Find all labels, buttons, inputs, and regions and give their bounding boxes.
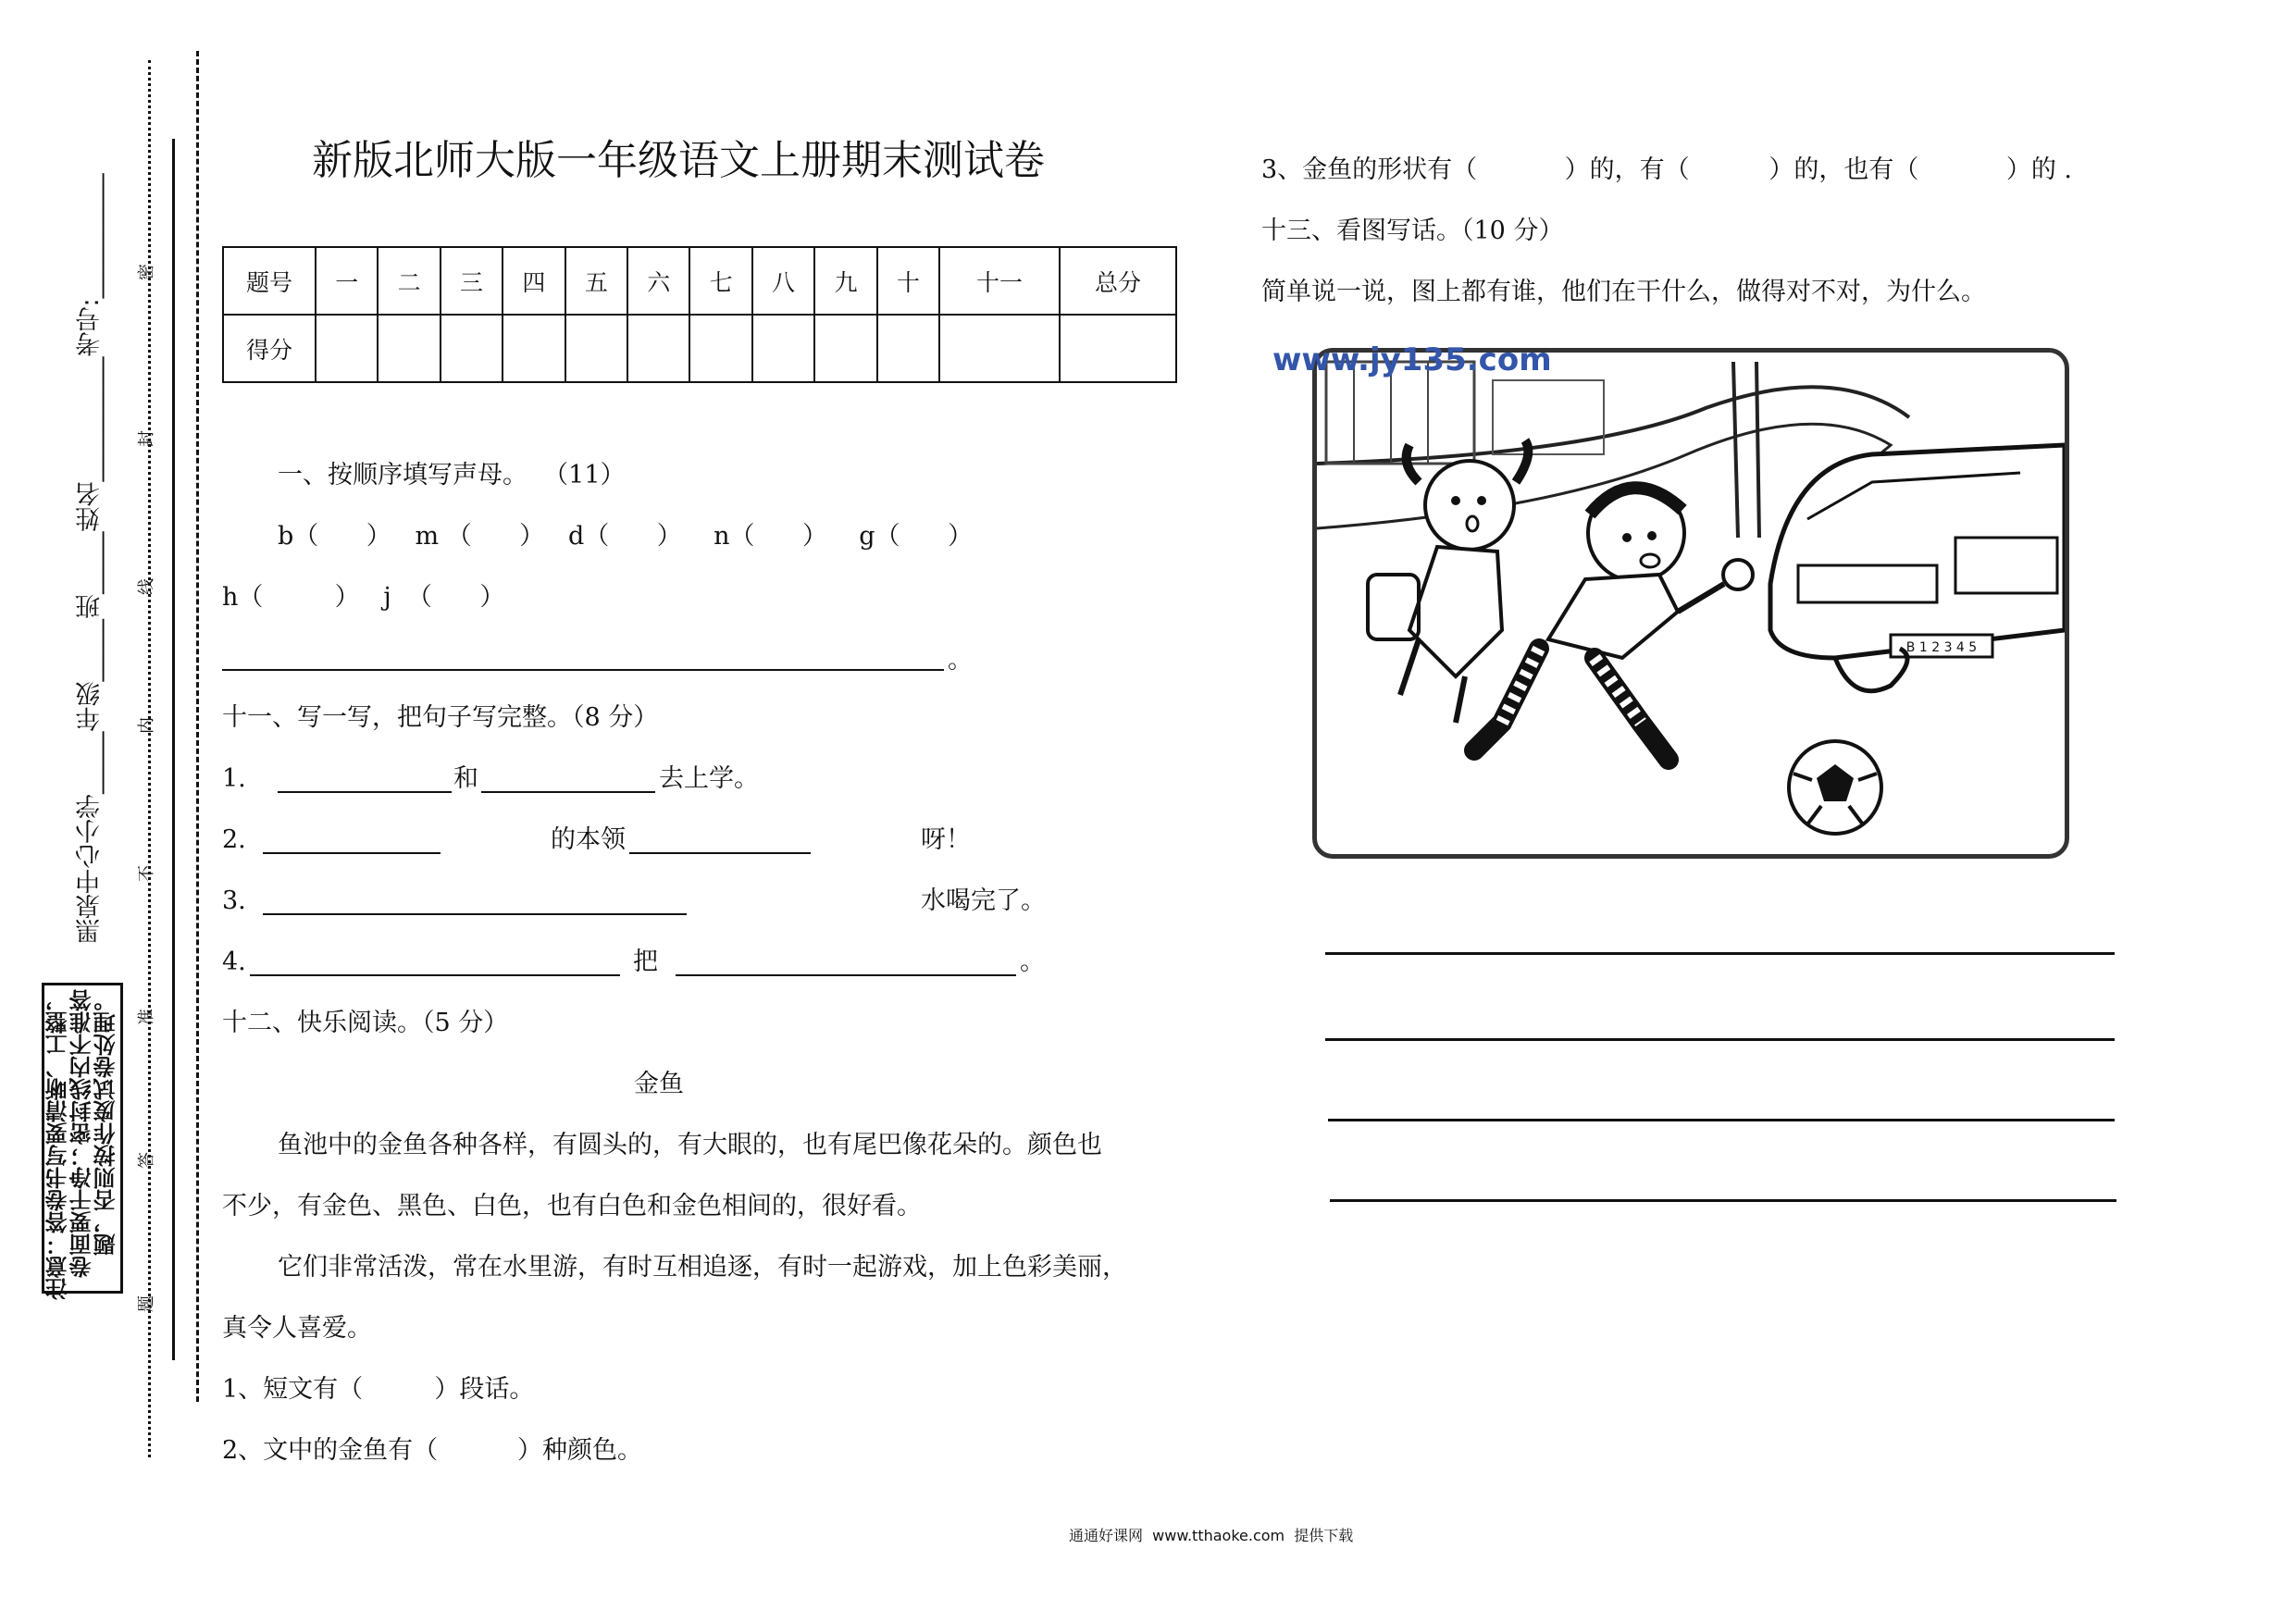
solid-binding-line	[172, 139, 175, 1360]
score-row-label: 得分	[223, 315, 316, 382]
blank-line[interactable]	[263, 913, 687, 915]
score-header: 八	[752, 247, 814, 315]
score-table	[222, 246, 1177, 383]
item-end: 去上学。	[659, 764, 759, 793]
seal-char: 题	[137, 1295, 156, 1312]
notice-box	[42, 983, 123, 1300]
blank-line[interactable]	[629, 852, 811, 854]
item-number: 2.	[222, 825, 246, 854]
license-plate-text: B 1 2 3 4 5	[1905, 640, 1978, 655]
section12-heading: 十二、快乐阅读。（5 分）	[222, 1009, 509, 1037]
score-header: 七	[689, 247, 751, 315]
section1-line-end: 。	[948, 646, 973, 675]
student-info-field[interactable]: 黑泉中心小学_____年级_____班_____姓名__________考号:__________	[76, 173, 105, 944]
passage-para2-line2: 真令人喜爱。	[222, 1314, 372, 1343]
item-number: 4.	[222, 948, 246, 976]
section1-row2[interactable]: h（ ） j （ ）	[222, 583, 505, 612]
score-cell[interactable]	[1060, 315, 1176, 382]
image-watermark: www.jy135.com	[1272, 341, 1552, 378]
score-header: 十	[877, 247, 939, 315]
score-cell[interactable]	[441, 315, 503, 382]
notice-line: 卷面要干净；密封线内不准答	[69, 989, 95, 1278]
writing-line[interactable]	[1325, 952, 2115, 955]
score-header: 六	[627, 247, 689, 315]
seal-char: 线	[137, 578, 156, 595]
dashed-binding-line	[196, 51, 199, 1402]
item-number: 1.	[222, 764, 246, 793]
seal-char: 封	[137, 430, 156, 447]
street-scene-illustration	[1317, 353, 2065, 854]
score-cell[interactable]	[565, 315, 627, 382]
page-title: 新版北师大版一年级语文上册期末测试卷	[312, 137, 1045, 184]
item-end: 水喝完了。	[921, 886, 1046, 915]
score-header: 五	[565, 247, 627, 315]
section13-prompt: 简单说一说，图上都有谁，他们在干什么，做得对不对，为什么。	[1261, 278, 1986, 306]
section1-heading: 一、按顺序填写声母。 （11）	[278, 461, 626, 489]
item-end: 呀！	[921, 825, 971, 854]
score-header: 一	[316, 247, 378, 315]
writing-line[interactable]	[1325, 1038, 2115, 1041]
seal-char: 密	[137, 264, 156, 280]
section11-item3	[222, 888, 1148, 916]
item-mid: 把	[633, 948, 658, 976]
score-header: 四	[503, 247, 565, 315]
section11-item1	[222, 766, 1148, 794]
score-cell[interactable]	[939, 315, 1060, 382]
picture-frame	[1312, 348, 2069, 859]
score-header: 二	[378, 247, 440, 315]
blank-line[interactable]	[676, 974, 1016, 976]
score-cell[interactable]	[503, 315, 565, 382]
section1-row1[interactable]: b（ ） m （ ） d（ ） n（ ） g（ ）	[278, 522, 974, 551]
score-cell[interactable]	[316, 315, 378, 382]
score-header: 十一	[939, 247, 1060, 315]
writing-line[interactable]	[1330, 1199, 2116, 1202]
score-header: 题号	[223, 247, 316, 315]
seal-characters	[139, 264, 167, 1328]
item-end: 。	[1020, 948, 1045, 976]
binding-strip	[0, 0, 213, 1623]
footer-credit: 通通好课网 www.tthaoke.com 提供下载	[1069, 1527, 1354, 1544]
passage-para1-line1: 鱼池中的金鱼各种各样，有圆头的，有大眼的，也有尾巴像花朵的。颜色也	[278, 1131, 1102, 1159]
item-mid: 的本领	[551, 825, 626, 854]
notice-line: 注意：答卷书写要清晰、工整，	[45, 989, 71, 1300]
score-cell[interactable]	[689, 315, 751, 382]
score-header: 九	[814, 247, 876, 315]
seal-char: 内	[137, 717, 156, 734]
seal-char: 准	[137, 1009, 156, 1025]
seal-char: 答	[137, 1152, 156, 1169]
blank-line[interactable]	[481, 791, 655, 793]
blank-line[interactable]	[278, 791, 452, 793]
seal-char: 不	[137, 865, 156, 882]
section11-heading: 十一、写一写，把句子写完整。（8 分）	[222, 703, 659, 732]
item-mid: 和	[453, 764, 478, 793]
score-header: 总分	[1060, 247, 1176, 315]
score-cell[interactable]	[752, 315, 814, 382]
passage-para1-line2: 不少，有金色、黑色、白色，也有白色和金色相间的，很好看。	[222, 1192, 922, 1220]
score-cell[interactable]	[877, 315, 939, 382]
section13-heading: 十三、看图写话。（10 分）	[1261, 217, 1564, 245]
section1-answer-line[interactable]	[222, 669, 944, 671]
score-cell[interactable]	[814, 315, 876, 382]
blank-line[interactable]	[250, 974, 620, 976]
reading-question-1[interactable]: 1、短文有（ ）段话。	[222, 1375, 535, 1404]
score-cell[interactable]	[378, 315, 440, 382]
section11-item4	[222, 949, 1148, 977]
writing-line[interactable]	[1328, 1119, 2115, 1121]
blank-line[interactable]	[263, 852, 441, 854]
passage-title: 金鱼	[634, 1070, 684, 1098]
passage-para2-line1: 它们非常活泼，常在水里游，有时互相追逐，有时一起游戏，加上色彩美丽，	[278, 1253, 1127, 1282]
score-header: 三	[441, 247, 503, 315]
reading-question-2[interactable]: 2、文中的金鱼有（ ）种颜色。	[222, 1436, 643, 1465]
section11-item2	[222, 827, 1148, 855]
notice-line: 题，否则按作废试卷处理。	[93, 989, 119, 1256]
item-number: 3.	[222, 886, 246, 915]
reading-question-3[interactable]: 3、金鱼的形状有（ ）的，有（ ）的，也有（ ）的 .	[1261, 155, 2072, 184]
score-cell[interactable]	[627, 315, 689, 382]
